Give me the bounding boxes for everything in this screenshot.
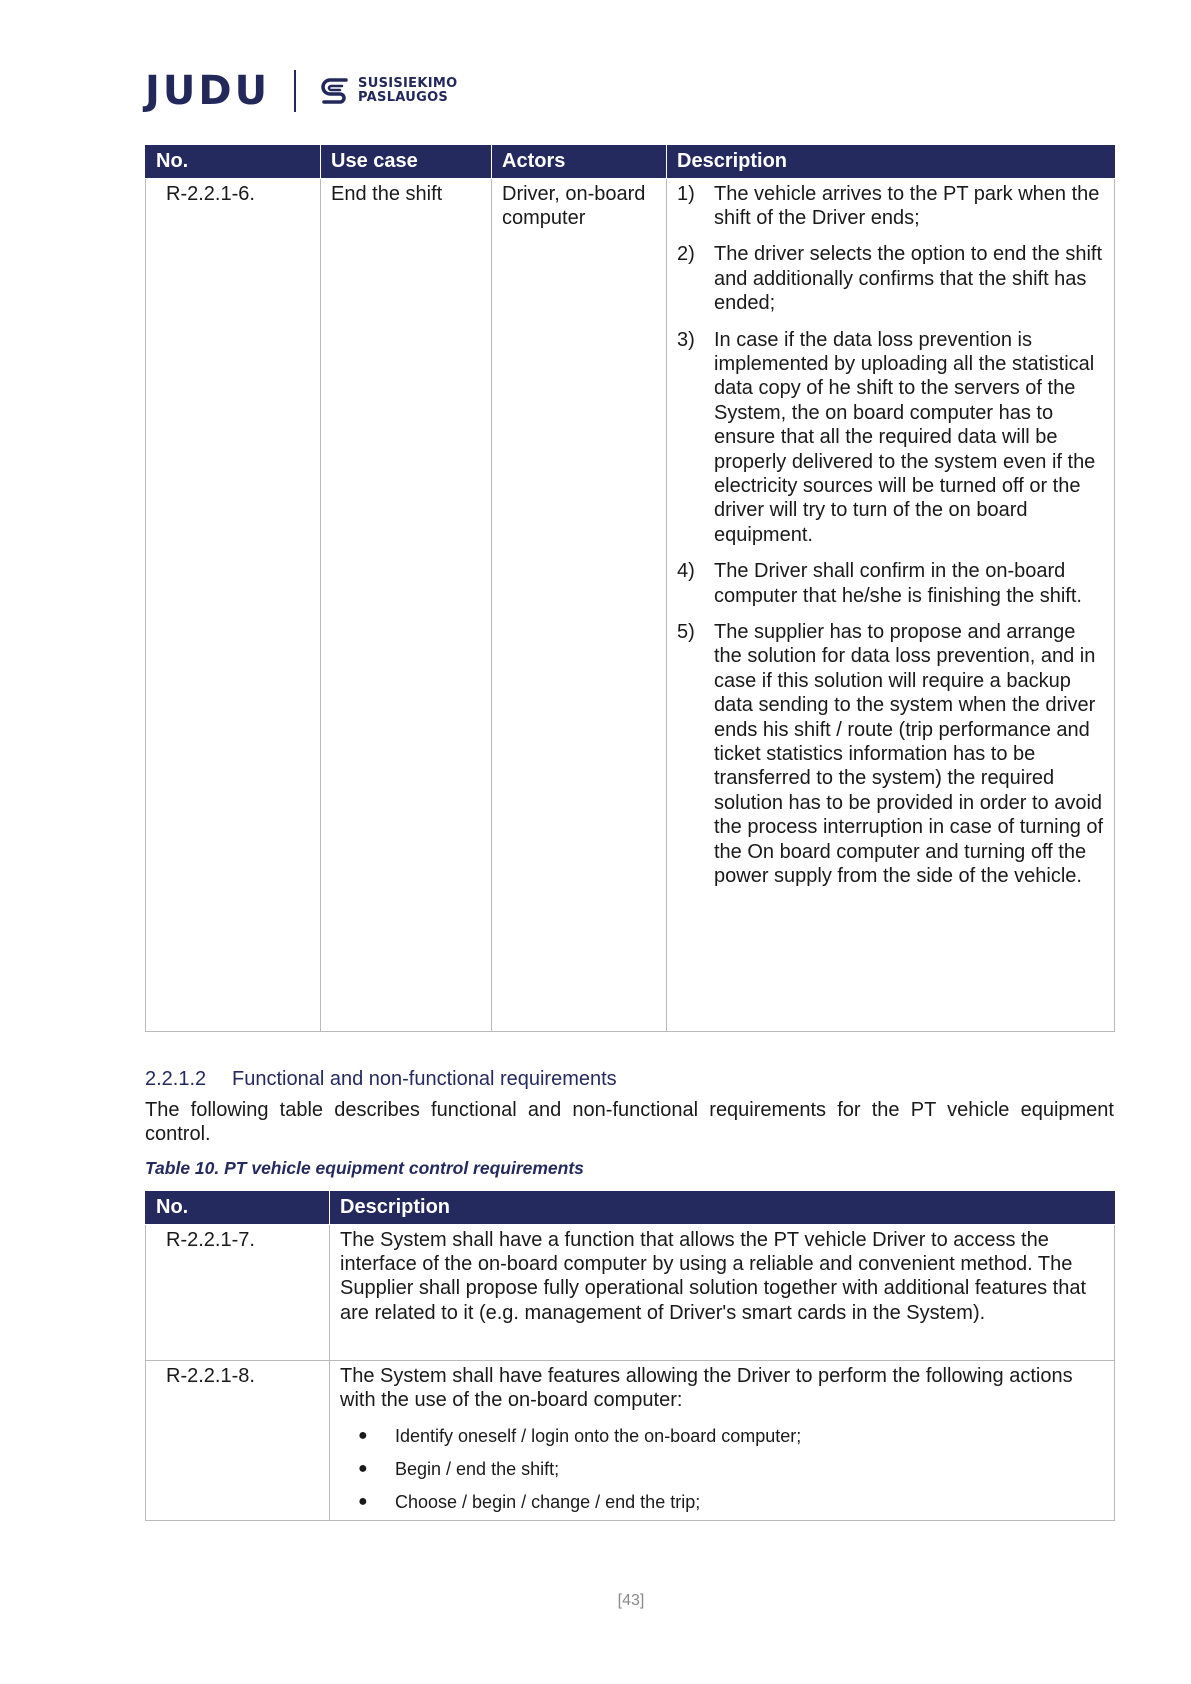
bullet-icon: ● (358, 1460, 368, 1478)
header-use-case: Use case (321, 145, 492, 178)
list-item (340, 1424, 1104, 1448)
table-caption: Table 10. PT vehicle equipment control requirements (145, 1158, 584, 1178)
row-description: The System shall have a function that allows the PT vehicle Driver to access the interface of the on-board computer by using a reliable and convenient method. The Supplier shall propose fully operational solution together with additional features that are related to it (e.g. management of Driver's smart cards in the System). (330, 1224, 1115, 1360)
header-description: Description (330, 1191, 1115, 1224)
bullet-list (340, 1424, 1104, 1514)
step-text: In case if the data loss prevention is implemented by uploading all the statistical data copy of he shift to the servers of the System, the on board computer has to ensure that all the required data will be properly delivered to the system even if the electricity sources will be turned off or the driver will try to turn of the on board equipment. (714, 328, 1096, 546)
table-header-row (146, 1191, 1115, 1224)
section-number: 2.2.1.2 (145, 1068, 207, 1090)
use-case-name: End the shift (321, 178, 492, 1031)
logo-s-mark-icon (318, 75, 352, 107)
row-number: R-2.2.1-8. (146, 1360, 330, 1520)
table-row (146, 178, 1115, 1031)
step-number: 4) (677, 560, 695, 583)
step-number: 5) (677, 621, 695, 643)
list-item (677, 328, 1104, 548)
list-item (340, 1490, 1104, 1514)
section-heading (145, 1068, 617, 1091)
actors: Driver, on-board computer (492, 178, 667, 1031)
step-text: The driver selects the option to end the shift and additionally confirms that the shift has ended; (714, 243, 1102, 315)
bullet-text: Begin / end the shift; (395, 1459, 560, 1480)
bullet-icon: ● (358, 1427, 368, 1445)
row-number: R-2.2.1-7. (146, 1224, 330, 1360)
step-number: 2) (677, 243, 695, 266)
header-description: Description (667, 145, 1115, 178)
logo-subtitle-line2: PASLAUGOS (358, 90, 449, 105)
list-item (677, 620, 1104, 888)
step-text: The supplier has to propose and arrange the solution for data loss prevention, and in case if this solution will require a backup data sending to the system when the driver ends his shift / route (trip performance and ticket statistics information has to be transferred to the system) the required solution has to be provided in order to avoid the process interruption in case of turning of the On board computer and turning off the power supply from the side of the vehicle. (714, 621, 1104, 888)
description-cell (330, 1360, 1115, 1520)
page-number: [43] (617, 1592, 645, 1609)
header-logo (145, 70, 457, 112)
table-row (146, 1224, 1115, 1360)
logo-subtitle-line1: SUSISIEKIMO (358, 76, 458, 91)
list-item (677, 242, 1104, 315)
step-number: 1) (677, 182, 695, 205)
step-text: The vehicle arrives to the PT park when the shift of the Driver ends; (714, 182, 1100, 229)
header-actors: Actors (492, 145, 667, 178)
logo-divider (294, 70, 296, 112)
list-item (677, 182, 1104, 231)
bullet-text: Identify oneself / login onto the on-board computer; (395, 1426, 802, 1447)
list-item (340, 1457, 1104, 1481)
description-cell (667, 178, 1115, 1031)
use-case-table (145, 145, 1115, 1032)
bullet-icon: ● (358, 1493, 368, 1511)
logo-subtitle (358, 77, 457, 105)
header-no: No. (146, 145, 321, 178)
bullet-text: Choose / begin / change / end the trip; (395, 1492, 701, 1513)
list-item (677, 559, 1104, 608)
row-description: The System shall have features allowing the Driver to perform the following actions with the use of the on-board computer: (340, 1364, 1073, 1411)
steps-list (677, 182, 1104, 889)
step-number: 3) (677, 328, 695, 351)
header-no: No. (146, 1191, 330, 1224)
table-row (146, 1360, 1115, 1520)
requirements-table (145, 1191, 1115, 1521)
table-header-row (146, 145, 1115, 178)
logo-judu: JUDU (145, 68, 271, 114)
section-intro: The following table describes functional and non-functional requirements for the PT vehicle equipment control. (145, 1099, 1114, 1146)
step-text: The Driver shall confirm in the on-board computer that he/she is finishing the shift. (714, 560, 1082, 607)
row-number: R-2.2.1-6. (146, 178, 321, 1031)
section-title: Functional and non-functional requirements (232, 1068, 617, 1090)
